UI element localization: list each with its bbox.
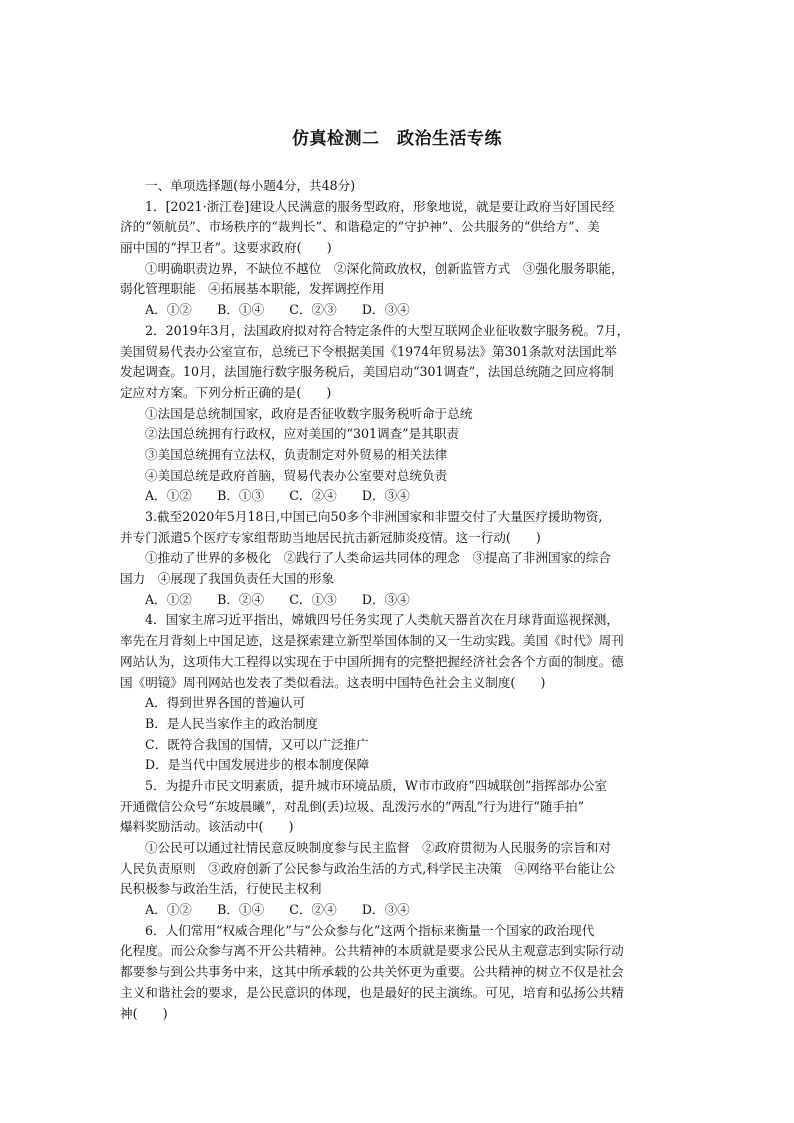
text-line: ④美国总统是政府首脑，贸易代表办公室要对总统负责: [145, 467, 448, 483]
text-line: 6．人们常用“权威合理化”与“公众参与化”这两个指标来衡量一个国家的政治现代: [145, 922, 595, 938]
text-line: A．得到世界各国的普遍认可: [145, 695, 306, 711]
text-line: 都要参与到公共事务中来，这其中所承载的公共关怀更为重要。公共精神的树立不仅是社会: [120, 964, 624, 980]
text-line: ①公民可以通过社情民意反映制度参与民主监督 ②政府贯彻为人民服务的宗旨和对: [145, 840, 611, 855]
text-line: 1．[2021·浙江卷]建设人民满意的服务型政府，形象地说，就是要让政府当好国民经: [145, 198, 615, 214]
text-line: 民积极参与政治生活，行使民主权利: [120, 881, 322, 897]
text-line: 2．2019年3月，法国政府拟对符合特定条件的大型互联网企业征收数字服务税。7月，: [145, 322, 630, 338]
text-line: ①推动了世界的多极化 ②践行了人类命运共同体的理念 ③提高了非洲国家的综合: [145, 550, 611, 566]
text-line: A．①② B．①④ C．②④ D．③④: [145, 902, 410, 918]
text-line: 济的“领航员”、市场秩序的“裁判长”、和谐稳定的“守护神”、公共服务的“供给方”、美: [120, 219, 600, 235]
text-line: 并专门派遣5个医疗专家组帮助当地居民抗击新冠肺炎疫情。这一行动( ): [120, 529, 541, 545]
document-body: [120, 176, 680, 1024]
text-line: D．是当代中国发展进步的根本制度保障: [145, 757, 370, 773]
text-line: ②法国总统拥有行政权，应对美国的“301调查”是其职责: [145, 426, 459, 442]
text-line: 国力 ④展现了我国负责任大国的形象: [120, 571, 335, 587]
text-line: 一、单项选择题(每小题4分，共48分): [145, 178, 356, 193]
text-line: 化程度。而公众参与离不开公共精神。公共精神的本质就是要求公民从主观意志到实际行动: [120, 943, 624, 959]
text-line: A．①② B．②④ C．①③ D．③④: [145, 591, 410, 607]
text-line: 国《明镜》周刊网站也发表了类似看法。这表明中国特色社会主义制度( ): [120, 674, 546, 690]
text-line: C．既符合我国的国情，又可以广泛推广: [145, 736, 369, 752]
text-line: B．是人民当家作主的政治制度: [145, 715, 318, 731]
text-line: 定应对方案。下列分析正确的是( ): [120, 384, 332, 400]
text-line: A．①② B．①③ C．②④ D．③④: [145, 488, 410, 504]
text-line: 网站认为，这项伟大工程得以实现在于中国所拥有的完整把握经济社会各个方面的制度。德: [120, 653, 624, 669]
text-line: 美国贸易代表办公室宣布，总统已下令根据美国《1974年贸易法》第301条款对法国此举: [120, 343, 617, 359]
text-line: 发起调查。10月，法国施行数字服务税后，美国启动“301调查”，法国总统随之回应将制: [120, 364, 614, 380]
text-line: 开通微信公众号“东坡晨曦”，对乱倒(丢)垃圾、乱泼污水的“两乱”行为进行“随手拍”: [120, 798, 585, 814]
text-line: 5．为提升市民文明素质，提升城市环境品质，W市市政府“四城联创”指挥部办公室: [145, 777, 608, 793]
text-line: A．①② B．①④ C．②③ D．③④: [145, 302, 410, 318]
text-line: 丽中国的“捍卫者”。这要求政府( ): [120, 240, 332, 256]
text-line: 率先在月背刻上中国足迹，这是探索建立新型举国体制的又一生动实践。美国《时代》周刊: [120, 633, 624, 649]
text-line: 4．国家主席习近平指出，嫦娥四号任务实现了人类航天器首次在月球背面巡视探测，: [145, 612, 619, 628]
text-line: ③美国总统拥有立法权，负责制定对外贸易的相关法律: [145, 446, 448, 462]
text-line: 弱化管理职能 ④拓展基本职能，发挥调控作用: [120, 281, 385, 297]
text-line: 主义和谐社会的要求，是公民意识的体现，也是最好的民主演练。可见，培育和弘扬公共精: [120, 984, 624, 1000]
text-line: 人民负责原则 ③政府创新了公民参与政治生活的方式,科学民主决策 ④网络平台能让公: [120, 860, 616, 876]
text-line: 爆料奖励活动。该活动中( ): [120, 819, 294, 835]
text-line: ①明确职责边界，不缺位不越位 ②深化简政放权，创新监管方式 ③强化服务职能，: [145, 260, 624, 276]
text-line: 神( ): [120, 1005, 168, 1021]
text-line: ①法国是总统制国家，政府是否征收数字服务税听命于总统: [145, 405, 473, 421]
text-line: 3.截至2020年5月18日,中国已向50多个非洲国家和非盟交付了大量医疗援助物资,: [145, 509, 603, 524]
page-title: 仿真检测二 政治生活专练: [292, 129, 502, 149]
